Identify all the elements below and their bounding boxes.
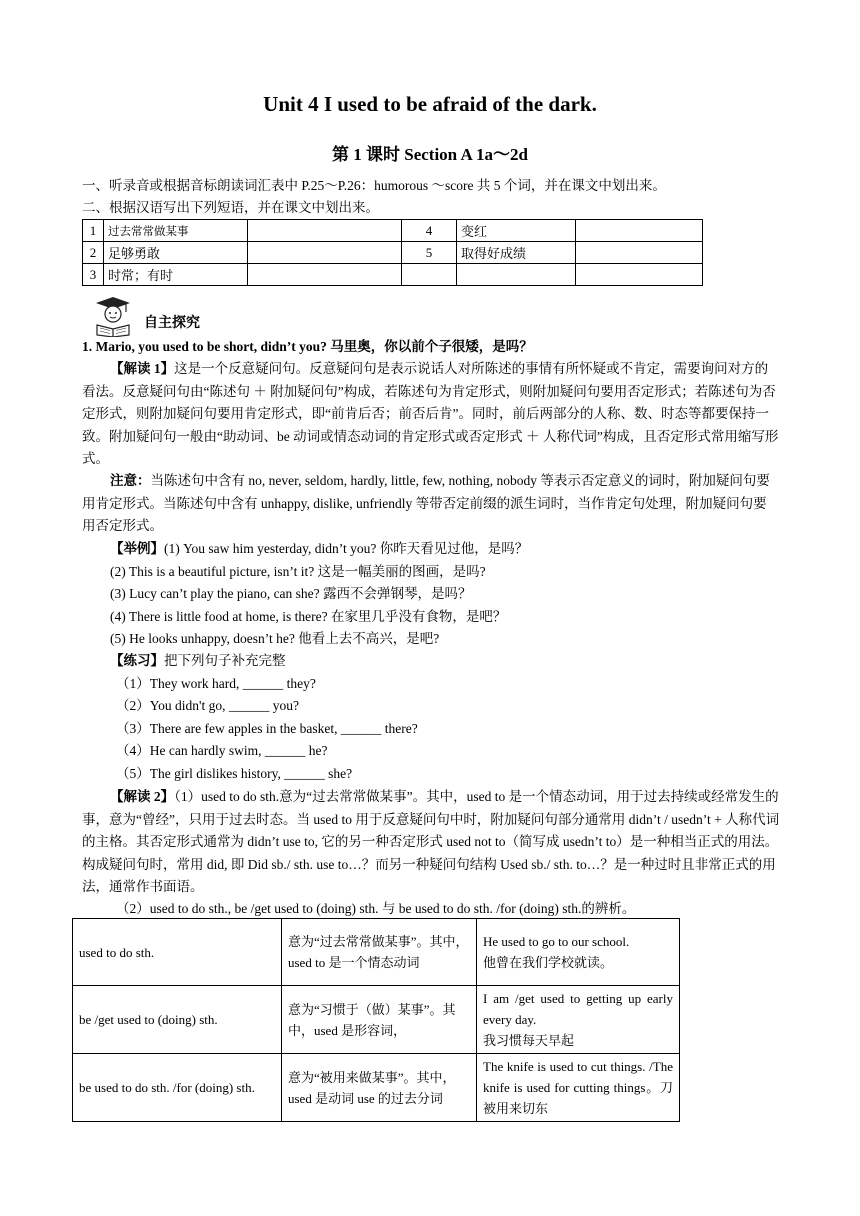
instruction-1: 一、听录音或根据音标朗读词汇表中 P.25～P.26：humorous ～score 共 5 个词，并在课文中划出来。 bbox=[82, 178, 666, 193]
table-row bbox=[83, 242, 703, 264]
table-cell: He used to go to our school. 他曾在我们学校就读。 bbox=[477, 919, 680, 986]
table-cell: 变红 bbox=[457, 220, 576, 242]
example-item: (5) He looks unhappy, doesn’t he? 他看上去不高兴，是吧? bbox=[110, 631, 440, 646]
reading-2-paragraph bbox=[82, 786, 780, 899]
table-cell: I am /get used to getting up early every day. 我习惯每天早起 bbox=[477, 986, 680, 1054]
instruction-2: 二、根据汉语写出下列短语，并在课文中划出来。 bbox=[82, 200, 379, 215]
example-item: (3) Lucy can’t play the piano, can she? 露西不会弹钢琴，是吗？ bbox=[110, 586, 472, 601]
table-cell: 时常；有时 bbox=[104, 264, 248, 286]
table-cell: 意为“习惯于（做）某事”。其中，used 是形容词， bbox=[282, 986, 477, 1054]
table-row bbox=[83, 264, 703, 286]
reading-2-label: 【解读 2】 bbox=[110, 789, 175, 804]
question-heading bbox=[82, 337, 782, 357]
reading-1-text: 这是一个反意疑问句。反意疑问句是表示说话人对所陈述的事情有所怀疑或不肯定，需要询问对方的看法。反意疑问句由“陈述句 ＋ 附加疑问句”构成，若陈述句为肯定形式，则附加疑问句要用否定形式；若陈述句为否定形式，则附加疑问句要用肯定形式，即“前肯后否；前否后肯”。同时，前后两部分的人称、数、时态等都要保持一致。附加疑问句一般由“助动词、be 动词或情态动词的肯定形式或否定形式 ＋ 人称代词”构成，且否定形式常用缩写形式。 bbox=[82, 361, 779, 466]
table-cell: 4 bbox=[402, 220, 457, 242]
table-cell: be used to do sth. /for (doing) sth. bbox=[73, 1054, 282, 1122]
practice-heading bbox=[110, 651, 810, 671]
phrase-table bbox=[82, 219, 703, 286]
lesson-subtitle: 第 1 课时 Section A 1a～2d bbox=[332, 145, 528, 164]
reading-1-label: 【解读 1】 bbox=[110, 361, 175, 376]
example-item: (1) You saw him yesterday, didn’t you? 你昨天看见过他，是吗？ bbox=[164, 541, 529, 556]
example-item: (2) This is a beautiful picture, isn’t it? 这是一幅美丽的图画，是吗? bbox=[110, 564, 486, 579]
table-cell: 取得好成绩 bbox=[457, 242, 576, 264]
answer-cell[interactable] bbox=[248, 242, 402, 264]
graduate-reading-icon bbox=[92, 295, 134, 337]
table-cell: used to do sth. bbox=[73, 919, 282, 986]
practice-item: （2）You didn't go, ______ you? bbox=[116, 698, 299, 713]
table-cell: 1 bbox=[83, 220, 104, 242]
compare-line: （2）used to do sth., be /get used to (doing) sth. 与 be used to do sth. /for (doing) sth.的辨析。 bbox=[116, 901, 636, 916]
practice-item: （5）The girl dislikes history, ______ she? bbox=[116, 766, 353, 781]
table-cell: be /get used to (doing) sth. bbox=[73, 986, 282, 1054]
table-row bbox=[73, 919, 680, 986]
answer-cell[interactable] bbox=[576, 242, 703, 264]
answer-cell[interactable] bbox=[576, 220, 703, 242]
practice-item: （4）He can hardly swim, ______ he? bbox=[116, 743, 328, 758]
table-cell: The knife is used to cut things. /The knife is used for cutting things。刀被用来切东 bbox=[477, 1054, 680, 1122]
practice-item: （3）There are few apples in the basket, ______ there? bbox=[116, 721, 418, 736]
question-cn: 马里奥，你以前个子很矮，是吗？ bbox=[330, 339, 533, 354]
table-row bbox=[83, 220, 703, 242]
section-label: 自主探究 bbox=[144, 316, 200, 331]
example-item: (4) There is little food at home, is there? 在家里几乎没有食物，是吧？ bbox=[110, 609, 507, 624]
practice-item: （1）They work hard, ______ they? bbox=[116, 676, 316, 691]
table-cell: 5 bbox=[402, 242, 457, 264]
table-cell: 2 bbox=[83, 242, 104, 264]
comparison-table bbox=[72, 918, 680, 1122]
answer-cell[interactable] bbox=[248, 264, 402, 286]
table-cell bbox=[457, 264, 576, 286]
reading-1-paragraph bbox=[82, 358, 780, 471]
examples-label: 【举例】 bbox=[110, 541, 164, 556]
page-title: Unit 4 I used to be afraid of the dark. bbox=[263, 92, 597, 116]
note-paragraph bbox=[82, 470, 780, 538]
note-text: 当陈述句中含有 no, never, seldom, hardly, little, few, nothing, nobody 等表示否定意义的词时，附加疑问句要用肯定形式。当陈述句中含有 unhappy, dislike, unfriendly 等带否定前缀的派生词时，当作肯定句处理，附加疑问句要用否定形式。 bbox=[82, 473, 770, 533]
table-cell: 足够勇敢 bbox=[104, 242, 248, 264]
table-row bbox=[73, 986, 680, 1054]
answer-cell[interactable] bbox=[576, 264, 703, 286]
table-cell bbox=[402, 264, 457, 286]
table-cell: 意为“过去常常做某事”。其中，used to 是一个情态动词 bbox=[282, 919, 477, 986]
answer-cell[interactable] bbox=[248, 220, 402, 242]
note-label: 注意： bbox=[110, 473, 151, 488]
table-cell: 过去常常做某事 bbox=[104, 220, 248, 242]
table-row bbox=[73, 1054, 680, 1122]
question-en: 1. Mario, you used to be short, didn’t you? bbox=[82, 339, 327, 354]
practice-title: 把下列句子补充完整 bbox=[164, 653, 286, 668]
examples-line-1 bbox=[110, 539, 810, 559]
table-cell: 3 bbox=[83, 264, 104, 286]
practice-label: 【练习】 bbox=[110, 653, 164, 668]
reading-2-text: （1）used to do sth.意为“过去常常做某事”。其中，used to 是一个情态动词，用于过去持续或经常发生的事，意为“曾经”，只用于过去时态。当 used to 用于反意疑问句中时，附加疑问句部分通常用 didn’t / usedn’t + 人称代词的主格。其否定形式通常为 didn’t use to, 它的另一种否定形式 used not to（简写成 usedn’t to）是一种相当正式的用法。构成疑问句时，常用 did, 即 Did sb./ sth. use to…？而另一种疑问句结构 Used sb./ sth. to…？是一种过时且非常正式的用法，通常作书面语。 bbox=[82, 789, 780, 894]
table-cell: 意为“被用来做某事”。其中，used 是动词 use 的过去分词 bbox=[282, 1054, 477, 1122]
